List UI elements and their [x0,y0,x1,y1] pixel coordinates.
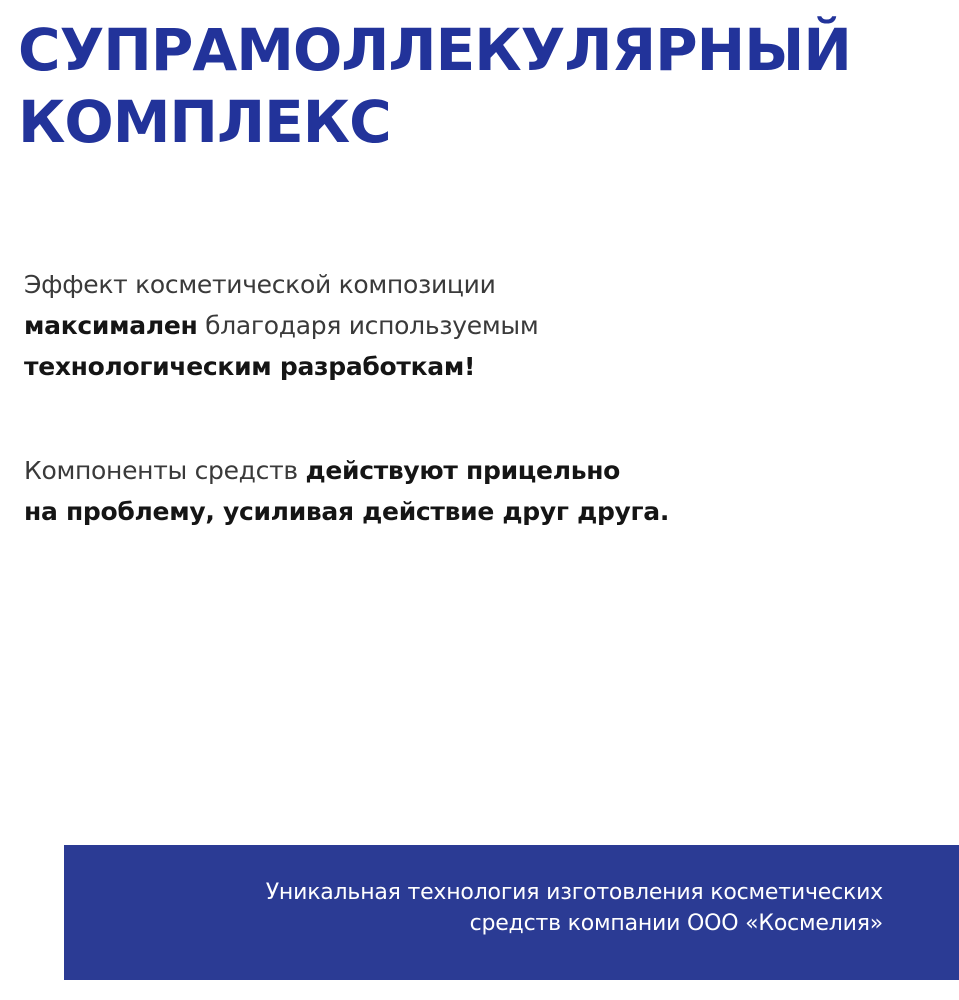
paragraph-1-line-2-rest: благодаря используемым [197,311,539,340]
paragraph-2-emphasis-1: действуют прицельно [305,456,621,485]
banner-text [266,877,883,939]
banner-line-1: Уникальная технология изготовления косметических [265,880,883,905]
paragraph-2-line-1-regular: Компоненты средств [24,456,306,485]
description-paragraph-2 [24,450,669,532]
footer-banner [64,845,959,980]
title-line-2: КОМПЛЕКС [18,88,391,156]
paragraph-1-line-3 [24,346,538,387]
paragraph-2-line-2 [24,491,669,532]
paragraph-2-emphasis-2: на проблему, усиливая действие друг друга. [24,497,670,526]
paragraph-1-emphasis-1: максимален [24,311,198,340]
banner-line-2: средств компании ООО «Космелия» [469,911,883,936]
page-title [18,14,851,158]
description-paragraph-1 [24,264,538,387]
paragraph-2-line-1 [24,450,669,491]
paragraph-1-line-1: Эффект косметической композиции [24,270,496,299]
title-line-1: СУПРАМОЛЛЕКУЛЯРНЫЙ [18,16,851,84]
paragraph-1-line-2 [24,305,538,346]
paragraph-1-emphasis-2: технологическим разработкам! [24,352,476,381]
